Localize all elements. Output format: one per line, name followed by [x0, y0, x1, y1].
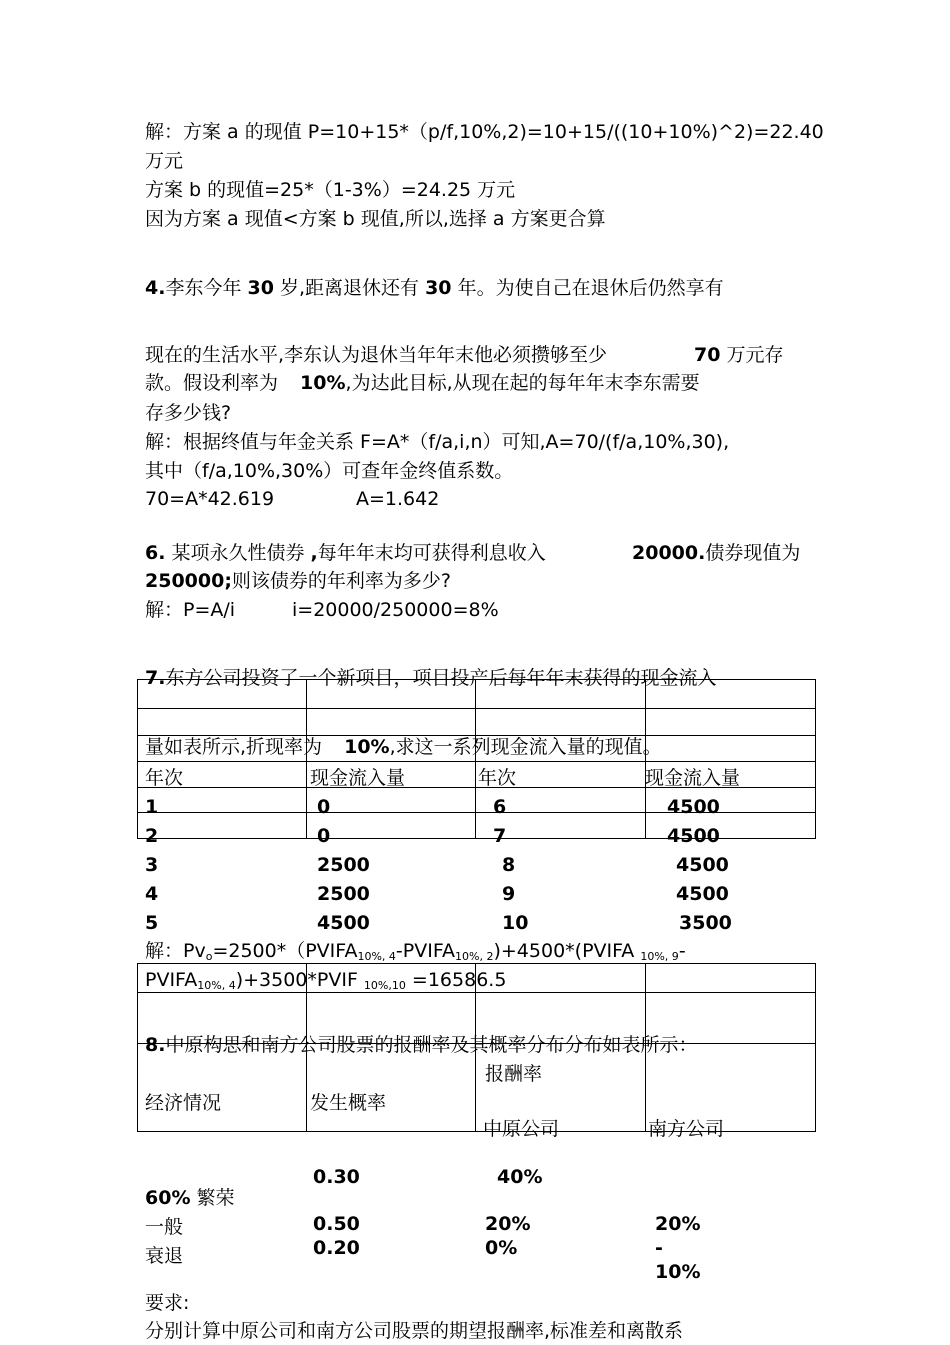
q8-line1: [145, 1036, 697, 1055]
table-cell: 9: [502, 883, 516, 905]
q4-line1a: 李东今年: [165, 277, 248, 299]
formula-subscript: o: [205, 950, 213, 963]
q8-r3-zhongyuan: 0%: [485, 1237, 518, 1259]
q8-requirement-text: 分别计算中原公司和南方公司股票的期望报酬率,标准差和离散系: [145, 1320, 684, 1342]
q8-number: 8.: [145, 1034, 166, 1056]
q4-sol3a: 70=A*42.619: [145, 488, 275, 510]
q8-r1-nanfang: 60%: [145, 1187, 191, 1209]
q6-pv: 250000;: [145, 570, 232, 592]
q4-line2a: 现在的生活水平,李东认为退休当年年末他必须攒够至少: [145, 344, 608, 366]
table-b-hline-2: [137, 992, 816, 993]
q8-r1-label: 繁荣: [190, 1187, 235, 1209]
table-a-vline-4: [645, 679, 646, 839]
q8-requirement-label: 要求:: [145, 1292, 190, 1314]
q4-amount: 70: [694, 344, 721, 366]
q8-r2-label: 一般: [145, 1216, 184, 1238]
formula-text: =16586.5: [405, 969, 507, 991]
q7-header-cash-2: 现金流入量: [645, 767, 741, 789]
table-cell: 10: [502, 912, 529, 934]
q8-r2-prob: 0.50: [313, 1213, 360, 1235]
table-cell: 3: [145, 854, 159, 876]
table-a-hline-2: [137, 708, 816, 709]
q4-line3a: 款。假设利率为: [145, 372, 285, 394]
table-a-vline-2: [306, 679, 307, 839]
q6-line2: [145, 572, 451, 591]
q7-solution-line2: [145, 971, 506, 990]
table-a-vline-5: [815, 679, 816, 839]
q8-header-return: 报酬率: [485, 1063, 543, 1085]
formula-text: =2500*（PVIFA: [212, 940, 358, 962]
q7-line1: [145, 669, 716, 688]
q6-sol1b: i=20000/250000=8%: [292, 599, 499, 621]
table-cell: 4500: [676, 854, 729, 876]
formula-subscript: 10%, 4: [357, 950, 396, 963]
formula-text: PVIFA: [145, 969, 198, 991]
q6-sol1a: 解：P=A/i: [145, 599, 236, 621]
q8-r3-nanfang-sign: -: [655, 1237, 663, 1259]
q7-header-year-2: 年次: [478, 767, 517, 789]
table-b-vline-1: [137, 963, 138, 1132]
table-cell: 2: [145, 825, 159, 847]
q6-line1b: 每年年末均可获得利息收入: [317, 542, 546, 564]
formula-subscript: 10%, 4: [197, 979, 236, 992]
formula-subscript: 10%,10: [363, 979, 406, 992]
q4-sol3b: A=1.642: [356, 488, 440, 510]
q8-header-econ: 经济情况: [145, 1092, 222, 1114]
q8-r2-nanfang: 20%: [655, 1213, 701, 1235]
q6-line1a: [145, 544, 546, 563]
q8-header-nanfang: 南方公司: [648, 1118, 725, 1140]
q6-income: 20000.: [632, 542, 706, 564]
q4-sol2: 其中（f/a,10%,30%）可查年金终值系数。: [145, 460, 514, 482]
q7-rate: 10%: [344, 736, 390, 758]
q8-r2-zhongyuan: 20%: [485, 1213, 531, 1235]
q4-rate: 10%: [300, 372, 346, 394]
sol3-line2: 万元: [145, 150, 184, 172]
table-cell: 2500: [317, 883, 370, 905]
q7-header-year-1: 年次: [145, 767, 184, 789]
q7-solution-line1: [145, 942, 686, 961]
q6-line1a-text: 某项永久性债券: [165, 542, 311, 564]
q8-line1-text: 中原构思和南方公司股票的报酬率及其概率分布分布如表所示：: [165, 1034, 698, 1056]
q8-header-zhongyuan: 中原公司: [483, 1118, 560, 1140]
q8-r1-prob: 0.30: [313, 1166, 360, 1188]
table-b-vline-5: [815, 963, 816, 1132]
q4-line1c: 年。为使自己在退休后仍然享有: [451, 277, 724, 299]
formula-text: )+3500*PVIF: [235, 969, 364, 991]
q8-r3-nanfang-value: 10%: [655, 1261, 701, 1283]
formula-subscript: 10%, 9: [640, 950, 679, 963]
q4-line2b: [694, 346, 784, 365]
q4-line4: 存多少钱?: [145, 402, 232, 424]
q7-line2a: 量如表所示,折现率为: [145, 736, 329, 758]
q6-line1c-text: 债券现值为: [705, 542, 801, 564]
q7-line2: [145, 738, 662, 757]
q4-years: 30: [425, 277, 452, 299]
q7-number: 7.: [145, 667, 166, 689]
formula-text: -: [678, 940, 686, 962]
table-a-vline-1: [137, 679, 138, 839]
formula-text: 解：Pv: [145, 940, 206, 962]
table-cell: 4500: [667, 796, 720, 818]
formula-subscript: 10%, 2: [455, 950, 494, 963]
table-cell: 4500: [667, 825, 720, 847]
q4-line2b-text: 万元存: [720, 344, 784, 366]
table-cell: 4500: [317, 912, 370, 934]
table-cell: 1: [145, 796, 159, 818]
table-cell: 8: [502, 854, 516, 876]
q7-line1-text: 东方公司投资了一个新项目，项目投产后每年年末获得的现金流入: [165, 667, 717, 689]
formula-text: )+4500*(PVIFA: [493, 940, 641, 962]
table-cell: 0: [317, 796, 331, 818]
q4-line1: [145, 279, 724, 298]
table-cell: 5: [145, 912, 159, 934]
q4-sol1: 解：根据终值与年金关系 F=A*（f/a,i,n）可知,A=70/(f/a,10%,30),: [145, 431, 730, 453]
q7-header-cash-1: 现金流入量: [310, 767, 406, 789]
q8-r1-row: [145, 1189, 235, 1208]
q8-r1-zhongyuan: 40%: [497, 1166, 543, 1188]
q6-comma: ,: [310, 542, 318, 564]
q6-line2b: 则该债券的年利率为多少?: [231, 570, 452, 592]
formula-text: -PVIFA: [395, 940, 456, 962]
table-cell: 4500: [676, 883, 729, 905]
q4-age: 30: [247, 277, 274, 299]
table-cell: 3500: [679, 912, 732, 934]
q4-line1b: 岁,距离退休还有: [273, 277, 426, 299]
table-cell: 0: [317, 825, 331, 847]
table-a-vline-3: [475, 679, 476, 839]
table-b-hline-1: [137, 963, 816, 964]
q4-line3: [145, 374, 700, 393]
sol3-line1: 解：方案 a 的现值 P=10+15*（p/f,10%,2)=10+15/((10+10%)^2)=22.40: [145, 121, 824, 143]
table-cell: 4: [145, 883, 159, 905]
q7-line2b: ,求这一系列现金流入量的现值。: [389, 736, 662, 758]
sol3-line3: 方案 b 的现值=25*（1-3%）=24.25 万元: [145, 179, 516, 201]
q6-number: 6.: [145, 542, 166, 564]
q4-number: 4.: [145, 277, 166, 299]
table-cell: 7: [493, 825, 507, 847]
q8-r3-label: 衰退: [145, 1245, 184, 1267]
table-cell: 2500: [317, 854, 370, 876]
table-a-hline-4: [137, 761, 816, 762]
q6-line1c: [632, 544, 800, 563]
q4-line3b: ,为达此目标,从现在起的每年年末李东需要: [345, 372, 700, 394]
q8-r3-prob: 0.20: [313, 1237, 360, 1259]
sol3-line4: 因为方案 a 现值<方案 b 现值,所以,选择 a 方案更合算: [145, 208, 606, 230]
q8-header-prob: 发生概率: [310, 1092, 387, 1114]
table-cell: 6: [493, 796, 507, 818]
